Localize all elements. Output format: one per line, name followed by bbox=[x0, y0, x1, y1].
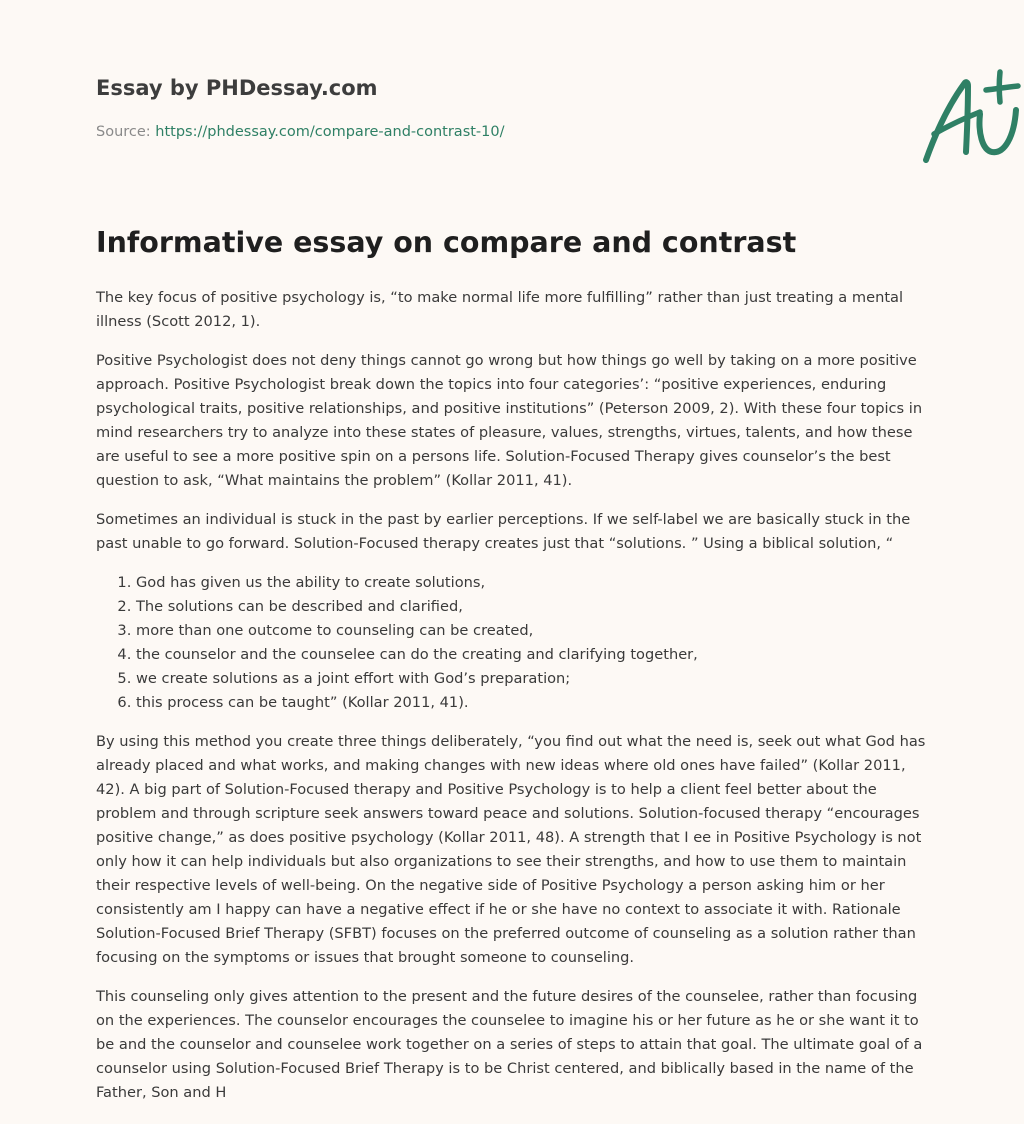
paragraph: Sometimes an individual is stuck in the past by earlier perceptions. If we self-label we are basically stuck in the past unable to go forward. Solution-Focused therapy creates just that “solutions. ” Using a biblical solution, “ bbox=[96, 511, 911, 552]
source-link[interactable]: https://phdessay.com/compare-and-contrast-10/ bbox=[155, 124, 505, 140]
list-item: 5. we create solutions as a joint effort with God’s preparation; bbox=[136, 667, 932, 691]
list-item: 6. this process can be taught” (Kollar 2011, 41). bbox=[136, 691, 932, 715]
paragraph: By using this method you create three things deliberately, “you find out what the need is, seek out what God has already placed and what works, and making changes with new ideas where old ones have failed” (Kollar 2011, 42). A big part of Solution-Focused therapy and Positive Psychology is to help a client feel better about the problem and through scripture seek answers toward peace and solutions. Solution-focused therapy “encourages positive change,” as does positive psychology (Kollar 2011, 48). A strength that I ee in Positive Psychology is not only how it can help individuals but also organizations to see their strengths, and how to use them to maintain their respective levels of well-being. On the negative side of Positive Psychology a person asking him or her consistently am I happy can have a negative effect if he or she have no context to associate it with. Rationale Solution-Focused Brief Therapy (SFBT) focuses on the preferred outcome of counseling as a solution rather than focusing on the symptoms or issues that brought someone to counseling. bbox=[96, 733, 926, 966]
list-item: 3. more than one outcome to counseling can be created, bbox=[136, 619, 932, 643]
source-line bbox=[96, 124, 505, 140]
list-item: 2. The solutions can be described and clarified, bbox=[136, 595, 932, 619]
site-title: Essay by PHDessay.com bbox=[96, 76, 378, 100]
paragraph: The key focus of positive psychology is, “to make normal life more fulfilling” rather than just treating a mental illness (Scott 2012, 1). bbox=[96, 289, 904, 330]
solutions-list bbox=[96, 571, 932, 715]
a-plus-logo-icon bbox=[920, 68, 1024, 168]
list-item: 1. God has given us the ability to create solutions, bbox=[136, 571, 932, 595]
essay-body bbox=[96, 286, 932, 1120]
list-item: 4. the counselor and the counselee can do the creating and clarifying together, bbox=[136, 643, 932, 667]
essay-title: Informative essay on compare and contrast bbox=[96, 226, 797, 259]
paragraph: This counseling only gives attention to the present and the future desires of the counselee, rather than focusing on the experiences. The counselor encourages the counselee to imagine his or her future as he or she want it to be and the counselor and counselee work together on a series of steps to attain that goal. The ultimate goal of a counselor using Solution-Focused Brief Therapy is to be Christ centered, and biblically based in the name of the Father, Son and H bbox=[96, 988, 923, 1101]
paragraph: Positive Psychologist does not deny things cannot go wrong but how things go well by taking on a more positive approach. Positive Psychologist break down the topics into four categories’: “positive experiences, enduring psychological traits, positive relationships, and positive institutions” (Peterson 2009, 2). With these four topics in mind researchers try to analyze into these states of pleasure, values, strengths, virtues, talents, and how these are useful to see a more positive spin on a persons life. Solution-Focused Therapy gives counselor’s the best question to ask, “What maintains the problem” (Kollar 2011, 41). bbox=[96, 352, 923, 489]
source-label: Source: bbox=[96, 124, 151, 140]
